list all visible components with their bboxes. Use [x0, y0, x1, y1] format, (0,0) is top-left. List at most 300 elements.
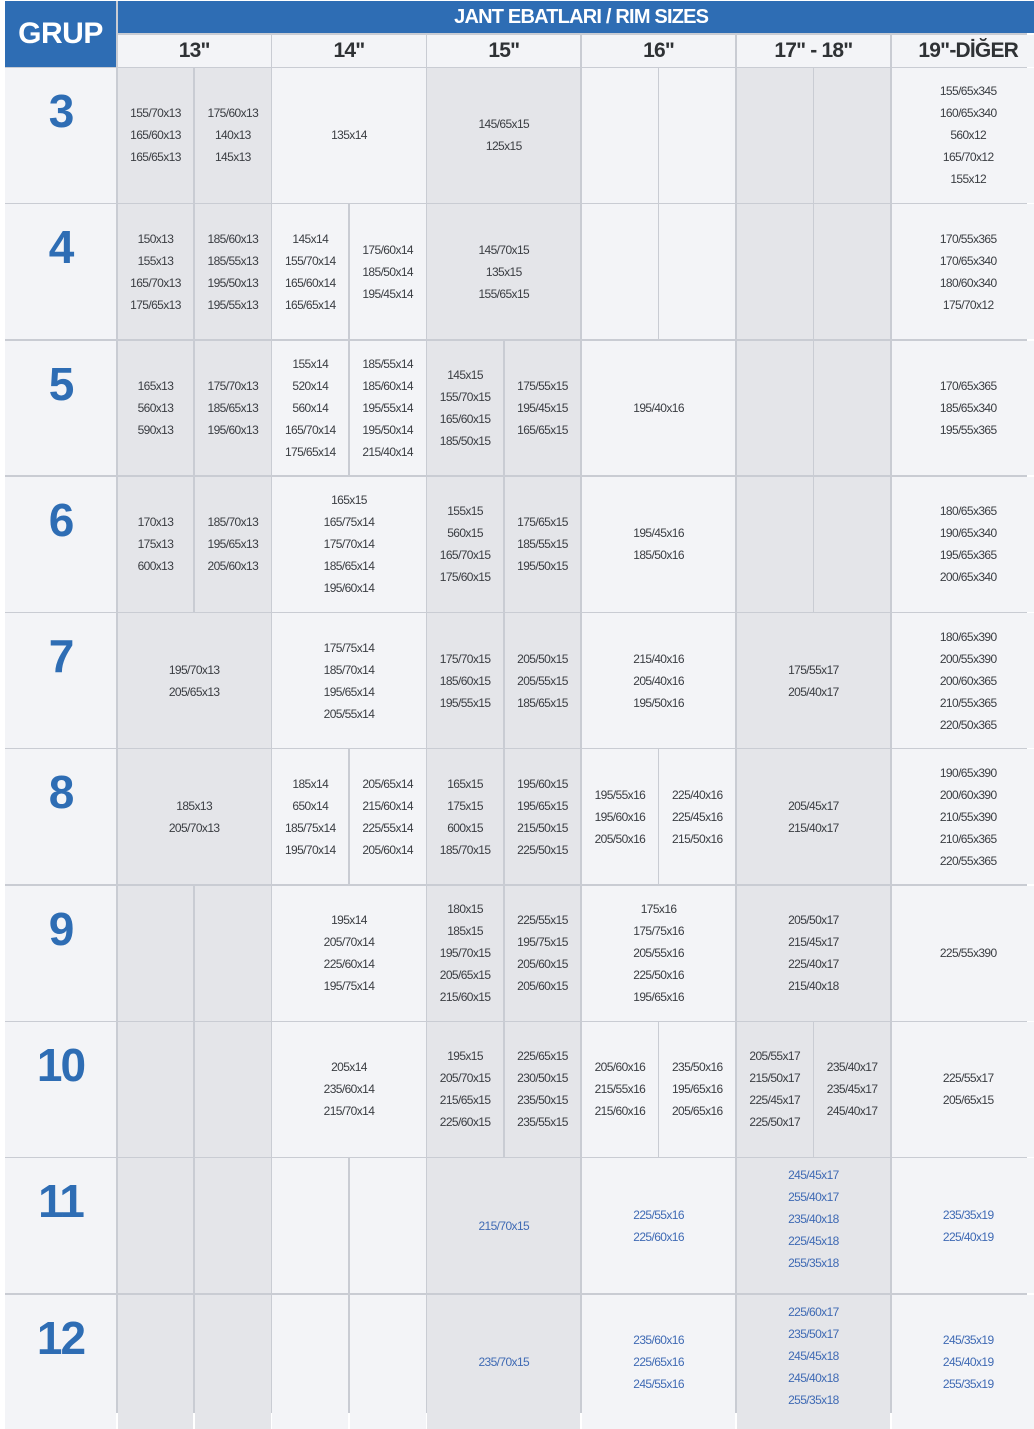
tire-size: 225/45x16: [672, 806, 723, 828]
tire-size: 195/45x14: [362, 283, 413, 305]
tire-size: 125x15: [486, 135, 522, 157]
tire-size: 225/55x17: [943, 1067, 994, 1089]
tire-size: 165/70x14: [285, 419, 336, 441]
size-cell: [195, 1158, 271, 1293]
tire-size: 245/45x18: [788, 1345, 839, 1367]
tire-size: 165x15: [447, 773, 483, 795]
tire-size: 215/40x18: [788, 975, 839, 997]
tire-size: 235/45x17: [827, 1078, 878, 1100]
size-cell: [737, 204, 813, 339]
size-cell: [737, 1295, 890, 1429]
tire-size: 205/50x16: [595, 828, 646, 850]
tire-size: 225/50x17: [749, 1111, 800, 1133]
tire-size: 175/70x13: [208, 375, 259, 397]
size-cell: [659, 204, 735, 339]
size-cell: [195, 886, 271, 1021]
tire-size: 180/60x340: [940, 272, 997, 294]
size-cell: [659, 749, 735, 884]
tire-size: 205x14: [331, 1056, 367, 1078]
tire-size: 135x15: [486, 261, 522, 283]
size-cell: [582, 1158, 735, 1293]
size-cell: [272, 477, 425, 612]
size-cell: [892, 613, 1034, 748]
size-cell: [118, 68, 194, 203]
size-cell: [195, 477, 271, 612]
tire-size: 185/60x13: [208, 228, 259, 250]
tire-size: 225/60x15: [440, 1111, 491, 1133]
tire-size: 235/35x19: [943, 1204, 994, 1226]
tire-size: 195/65x16: [633, 986, 684, 1008]
tire-size: 165/70x15: [440, 544, 491, 566]
tire-size: 215/40x16: [633, 648, 684, 670]
tire-size: 215/70x14: [324, 1100, 375, 1122]
tire-size: 205/65x16: [672, 1100, 723, 1122]
tire-size: 185/70x14: [324, 659, 375, 681]
tire-size: 145x13: [215, 146, 251, 168]
tire-size: 195/55x13: [208, 294, 259, 316]
tire-size: 165/70x13: [130, 272, 181, 294]
group-number: 12: [5, 1295, 116, 1429]
size-cell: [892, 886, 1034, 1021]
tire-size: 170/65x340: [940, 250, 997, 272]
tire-size: 185/60x15: [440, 670, 491, 692]
size-cell: [505, 1022, 581, 1157]
tire-size: 215/60x15: [440, 986, 491, 1008]
size-cell: [427, 1295, 580, 1429]
size-cell: [737, 1158, 890, 1293]
tire-size: 205/60x15: [517, 975, 568, 997]
tire-size: 195/70x13: [169, 659, 220, 681]
tire-size: 175/75x16: [633, 920, 684, 942]
size-cell: [582, 1295, 735, 1429]
tire-size: 650x14: [292, 795, 328, 817]
tire-size: 140x13: [215, 124, 251, 146]
tire-size: 180/65x365: [940, 500, 997, 522]
tire-size: 195/65x365: [940, 544, 997, 566]
tire-size: 195/65x16: [672, 1078, 723, 1100]
size-cell: [659, 68, 735, 203]
tire-size: 175/55x17: [788, 659, 839, 681]
tire-size: 205/40x17: [788, 681, 839, 703]
tire-size: 215/40x17: [788, 817, 839, 839]
size-cell: [272, 886, 425, 1021]
tire-size: 165/65x14: [285, 294, 336, 316]
tire-size: 195/50x15: [517, 555, 568, 577]
tire-size: 175/70x14: [324, 533, 375, 555]
tire-size: 205/65x14: [362, 773, 413, 795]
tire-size: 195/45x15: [517, 397, 568, 419]
tire-size: 215/70x15: [478, 1215, 529, 1237]
tire-size: 560x15: [447, 522, 483, 544]
tire-size: 225/60x14: [324, 953, 375, 975]
column-header-17-18: 17" - 18": [737, 35, 890, 67]
tire-size: 235/50x15: [517, 1089, 568, 1111]
tire-size: 220/50x365: [940, 714, 997, 736]
tire-size: 165/65x15: [517, 419, 568, 441]
tire-size: 225/45x17: [749, 1089, 800, 1111]
size-cell: [737, 613, 890, 748]
tire-size: 185/65x15: [517, 692, 568, 714]
tire-size: 185/60x14: [362, 375, 413, 397]
size-cell: [350, 204, 426, 339]
tire-size: 155x15: [447, 500, 483, 522]
tire-size: 145/70x15: [478, 239, 529, 261]
tire-size: 195/65x13: [208, 533, 259, 555]
size-cell: [195, 341, 271, 476]
tire-size: 235/55x15: [517, 1111, 568, 1133]
tire-size: 175/65x13: [130, 294, 181, 316]
size-cell: [118, 886, 194, 1021]
tire-size: 600x15: [447, 817, 483, 839]
tire-size: 185/55x13: [208, 250, 259, 272]
tire-size: 195/60x16: [595, 806, 646, 828]
tire-size: 185/50x14: [362, 261, 413, 283]
size-cell: [195, 204, 271, 339]
tire-size: 560x12: [950, 124, 986, 146]
tire-size: 195/55x15: [440, 692, 491, 714]
tire-size: 195/65x15: [517, 795, 568, 817]
size-cell: [427, 1022, 503, 1157]
tire-size: 195/60x13: [208, 419, 259, 441]
tire-size: 225/55x390: [940, 942, 997, 964]
tire-size: 155x12: [950, 168, 986, 190]
size-cell: [582, 341, 735, 476]
tire-size: 175/70x15: [440, 648, 491, 670]
size-cell: [272, 68, 425, 203]
tire-size: 195/45x16: [633, 522, 684, 544]
tire-size: 195/75x14: [324, 975, 375, 997]
tire-size: 245/40x19: [943, 1351, 994, 1373]
tire-size: 205/45x17: [788, 795, 839, 817]
tire-size: 210/65x365: [940, 828, 997, 850]
tire-size: 215/50x16: [672, 828, 723, 850]
tire-size: 175/65x14: [285, 441, 336, 463]
tire-size: 195/55x16: [595, 784, 646, 806]
tire-size: 180x15: [447, 898, 483, 920]
tire-size: 155/65x345: [940, 80, 997, 102]
tire-size: 200/60x365: [940, 670, 997, 692]
tire-size: 150x13: [138, 228, 174, 250]
tire-size: 200/55x390: [940, 648, 997, 670]
tire-size: 185x15: [447, 920, 483, 942]
column-header-15: 15": [427, 35, 580, 67]
tire-size: 175/75x14: [324, 637, 375, 659]
tire-size: 205/70x13: [169, 817, 220, 839]
size-cell: [427, 204, 580, 339]
tire-size: 245/55x16: [633, 1373, 684, 1395]
tire-size: 185/75x14: [285, 817, 336, 839]
tire-size: 195/75x15: [517, 931, 568, 953]
size-cell: [582, 68, 658, 203]
size-cell: [737, 477, 813, 612]
size-cell: [505, 886, 581, 1021]
size-cell: [659, 1022, 735, 1157]
column-header-13: 13": [118, 35, 271, 67]
tire-size: 155/65x15: [478, 283, 529, 305]
size-cell: [118, 1022, 194, 1157]
group-number: 4: [5, 204, 116, 339]
tire-size: 165/70x12: [943, 146, 994, 168]
tire-size: 185/50x16: [633, 544, 684, 566]
size-cell: [892, 477, 1034, 612]
tire-size: 195/60x14: [324, 577, 375, 599]
tire-size: 205/55x17: [749, 1045, 800, 1067]
tire-size: 155x14: [292, 353, 328, 375]
size-cell: [195, 68, 271, 203]
size-cell: [118, 477, 194, 612]
tire-size: 145/65x15: [478, 113, 529, 135]
tire-size: 175x13: [138, 533, 174, 555]
tire-size: 205/60x16: [595, 1056, 646, 1078]
size-cell: [505, 477, 581, 612]
tire-size: 590x13: [138, 419, 174, 441]
tire-size: 195/55x365: [940, 419, 997, 441]
size-cell: [582, 1022, 658, 1157]
size-cell: [427, 1158, 580, 1293]
tire-size: 185x13: [176, 795, 212, 817]
size-cell: [118, 204, 194, 339]
size-cell: [118, 749, 271, 884]
tire-size: 205/55x14: [324, 703, 375, 725]
tire-size: 175x16: [641, 898, 677, 920]
tire-size: 145x15: [447, 364, 483, 386]
column-header-19-other: 19"-DİĞER: [892, 35, 1034, 67]
size-cell: [892, 1158, 1034, 1293]
tire-size: 170/65x365: [940, 375, 997, 397]
tire-size: 165x13: [138, 375, 174, 397]
tire-size: 205/65x13: [169, 681, 220, 703]
tire-size: 215/40x14: [362, 441, 413, 463]
size-cell: [195, 1295, 271, 1429]
tire-size: 210/55x365: [940, 692, 997, 714]
tire-size: 155x13: [138, 250, 174, 272]
tire-size: 200/65x340: [940, 566, 997, 588]
tire-size: 225/50x15: [517, 839, 568, 861]
tire-size: 170/55x365: [940, 228, 997, 250]
tire-size: 235/40x18: [788, 1208, 839, 1230]
size-cell: [582, 749, 658, 884]
tire-size: 175/60x13: [208, 102, 259, 124]
tire-size: 205/60x15: [517, 953, 568, 975]
tire-size: 205/55x16: [633, 942, 684, 964]
tire-size: 165/60x13: [130, 124, 181, 146]
size-cell: [582, 886, 735, 1021]
tire-size: 235/50x16: [672, 1056, 723, 1078]
size-cell: [118, 613, 271, 748]
tire-size: 225/40x16: [672, 784, 723, 806]
tire-size: 165/75x14: [324, 511, 375, 533]
size-cell: [505, 341, 581, 476]
tire-size: 205/70x15: [440, 1067, 491, 1089]
group-number: 8: [5, 749, 116, 884]
size-cell: [814, 1022, 890, 1157]
column-header-16: 16": [582, 35, 735, 67]
tire-size: 560x13: [138, 397, 174, 419]
tire-size: 185/55x14: [362, 353, 413, 375]
tire-size: 225/60x16: [633, 1226, 684, 1248]
size-cell: [814, 477, 890, 612]
size-cell: [892, 1295, 1034, 1429]
size-cell: [737, 341, 813, 476]
tire-size: 225/60x17: [788, 1301, 839, 1323]
size-cell: [272, 341, 348, 476]
rim-size-table: [5, 1, 1027, 1413]
tire-size: 165x15: [331, 489, 367, 511]
tire-size: 245/35x19: [943, 1329, 994, 1351]
size-cell: [427, 477, 503, 612]
group-number: 7: [5, 613, 116, 748]
size-cell: [272, 1022, 425, 1157]
tire-size: 210/55x390: [940, 806, 997, 828]
size-cell: [350, 1158, 426, 1293]
tire-size: 235/50x17: [788, 1323, 839, 1345]
tire-size: 195x15: [447, 1045, 483, 1067]
tire-size: 205/50x15: [517, 648, 568, 670]
tire-size: 205/50x17: [788, 909, 839, 931]
tire-size: 175/55x15: [517, 375, 568, 397]
group-number: 11: [5, 1158, 116, 1293]
tire-size: 185/50x15: [440, 430, 491, 452]
size-cell: [118, 1295, 194, 1429]
tire-size: 175x15: [447, 795, 483, 817]
tire-size: 190/65x390: [940, 762, 997, 784]
size-cell: [272, 1295, 348, 1429]
size-cell: [427, 749, 503, 884]
tire-size: 155/70x13: [130, 102, 181, 124]
tire-size: 235/40x17: [827, 1056, 878, 1078]
tire-size: 225/55x16: [633, 1204, 684, 1226]
tire-size: 195x14: [331, 909, 367, 931]
tire-size: 175/70x12: [943, 294, 994, 316]
tire-size: 195/50x13: [208, 272, 259, 294]
tire-size: 145x14: [292, 228, 328, 250]
tire-size: 190/65x340: [940, 522, 997, 544]
tire-size: 195/70x14: [285, 839, 336, 861]
tire-size: 205/65x15: [440, 964, 491, 986]
size-cell: [427, 341, 503, 476]
tire-size: 205/55x15: [517, 670, 568, 692]
tire-size: 235/70x15: [478, 1351, 529, 1373]
tire-size: 225/65x16: [633, 1351, 684, 1373]
tire-size: 195/40x16: [633, 397, 684, 419]
size-cell: [892, 749, 1034, 884]
tire-size: 175/60x14: [362, 239, 413, 261]
tire-size: 225/40x19: [943, 1226, 994, 1248]
tire-size: 185/65x14: [324, 555, 375, 577]
tire-size: 245/45x17: [788, 1164, 839, 1186]
tire-size: 245/40x18: [788, 1367, 839, 1389]
size-cell: [737, 68, 813, 203]
size-cell: [814, 341, 890, 476]
tire-size: 195/50x16: [633, 692, 684, 714]
tire-size: 160/65x340: [940, 102, 997, 124]
tire-size: 195/70x15: [440, 942, 491, 964]
tire-size: 225/45x18: [788, 1230, 839, 1252]
size-cell: [272, 749, 348, 884]
size-cell: [582, 613, 735, 748]
tire-size: 195/60x15: [517, 773, 568, 795]
tire-size: 185/65x340: [940, 397, 997, 419]
tire-size: 205/65x15: [943, 1089, 994, 1111]
tire-size: 245/40x17: [827, 1100, 878, 1122]
tire-size: 225/65x15: [517, 1045, 568, 1067]
tire-size: 205/60x13: [208, 555, 259, 577]
size-cell: [272, 613, 425, 748]
size-cell: [505, 613, 581, 748]
group-number: 3: [5, 68, 116, 203]
size-cell: [737, 886, 890, 1021]
tire-size: 175/65x15: [517, 511, 568, 533]
tire-size: 195/50x14: [362, 419, 413, 441]
tire-size: 155/70x15: [440, 386, 491, 408]
tire-size: 225/55x14: [362, 817, 413, 839]
size-cell: [350, 341, 426, 476]
size-cell: [814, 68, 890, 203]
tire-size: 185/70x13: [208, 511, 259, 533]
tire-size: 255/40x17: [788, 1186, 839, 1208]
tire-size: 235/60x16: [633, 1329, 684, 1351]
tire-size: 185/70x15: [440, 839, 491, 861]
tire-size: 600x13: [138, 555, 174, 577]
tire-size: 205/70x14: [324, 931, 375, 953]
tire-size: 195/65x14: [324, 681, 375, 703]
tire-size: 175/60x15: [440, 566, 491, 588]
tire-size: 165/60x15: [440, 408, 491, 430]
size-cell: [582, 204, 658, 339]
tire-size: 215/60x14: [362, 795, 413, 817]
tire-size: 215/50x15: [517, 817, 568, 839]
tire-size: 235/60x14: [324, 1078, 375, 1100]
tire-size: 195/55x14: [362, 397, 413, 419]
tire-size: 180/65x390: [940, 626, 997, 648]
tire-size: 520x14: [292, 375, 328, 397]
tire-size: 215/50x17: [749, 1067, 800, 1089]
size-cell: [505, 749, 581, 884]
size-cell: [427, 68, 580, 203]
size-cell: [272, 204, 348, 339]
tire-size: 215/65x15: [440, 1089, 491, 1111]
tire-size: 255/35x18: [788, 1389, 839, 1411]
tire-size: 215/55x16: [595, 1078, 646, 1100]
tire-size: 170x13: [138, 511, 174, 533]
tire-size: 165/65x13: [130, 146, 181, 168]
size-cell: [427, 886, 503, 1021]
tire-size: 255/35x19: [943, 1373, 994, 1395]
tire-size: 225/50x16: [633, 964, 684, 986]
tire-size: 165/60x14: [285, 272, 336, 294]
tire-size: 185/65x13: [208, 397, 259, 419]
grup-header: GRUP: [5, 1, 116, 67]
size-cell: [427, 613, 503, 748]
size-cell: [272, 1158, 348, 1293]
size-cell: [737, 749, 890, 884]
tire-size: 135x14: [331, 124, 367, 146]
size-cell: [118, 341, 194, 476]
tire-size: 225/55x15: [517, 909, 568, 931]
tire-size: 215/45x17: [788, 931, 839, 953]
tire-size: 560x14: [292, 397, 328, 419]
tire-size: 205/40x16: [633, 670, 684, 692]
group-number: 10: [5, 1022, 116, 1157]
size-cell: [350, 1295, 426, 1429]
size-cell: [118, 1158, 194, 1293]
size-cell: [582, 477, 735, 612]
size-cell: [892, 68, 1034, 203]
tire-size: 255/35x18: [788, 1252, 839, 1274]
tire-size: 205/60x14: [362, 839, 413, 861]
table-title: JANT EBATLARI / RIM SIZES: [118, 1, 1034, 33]
group-number: 9: [5, 886, 116, 1021]
